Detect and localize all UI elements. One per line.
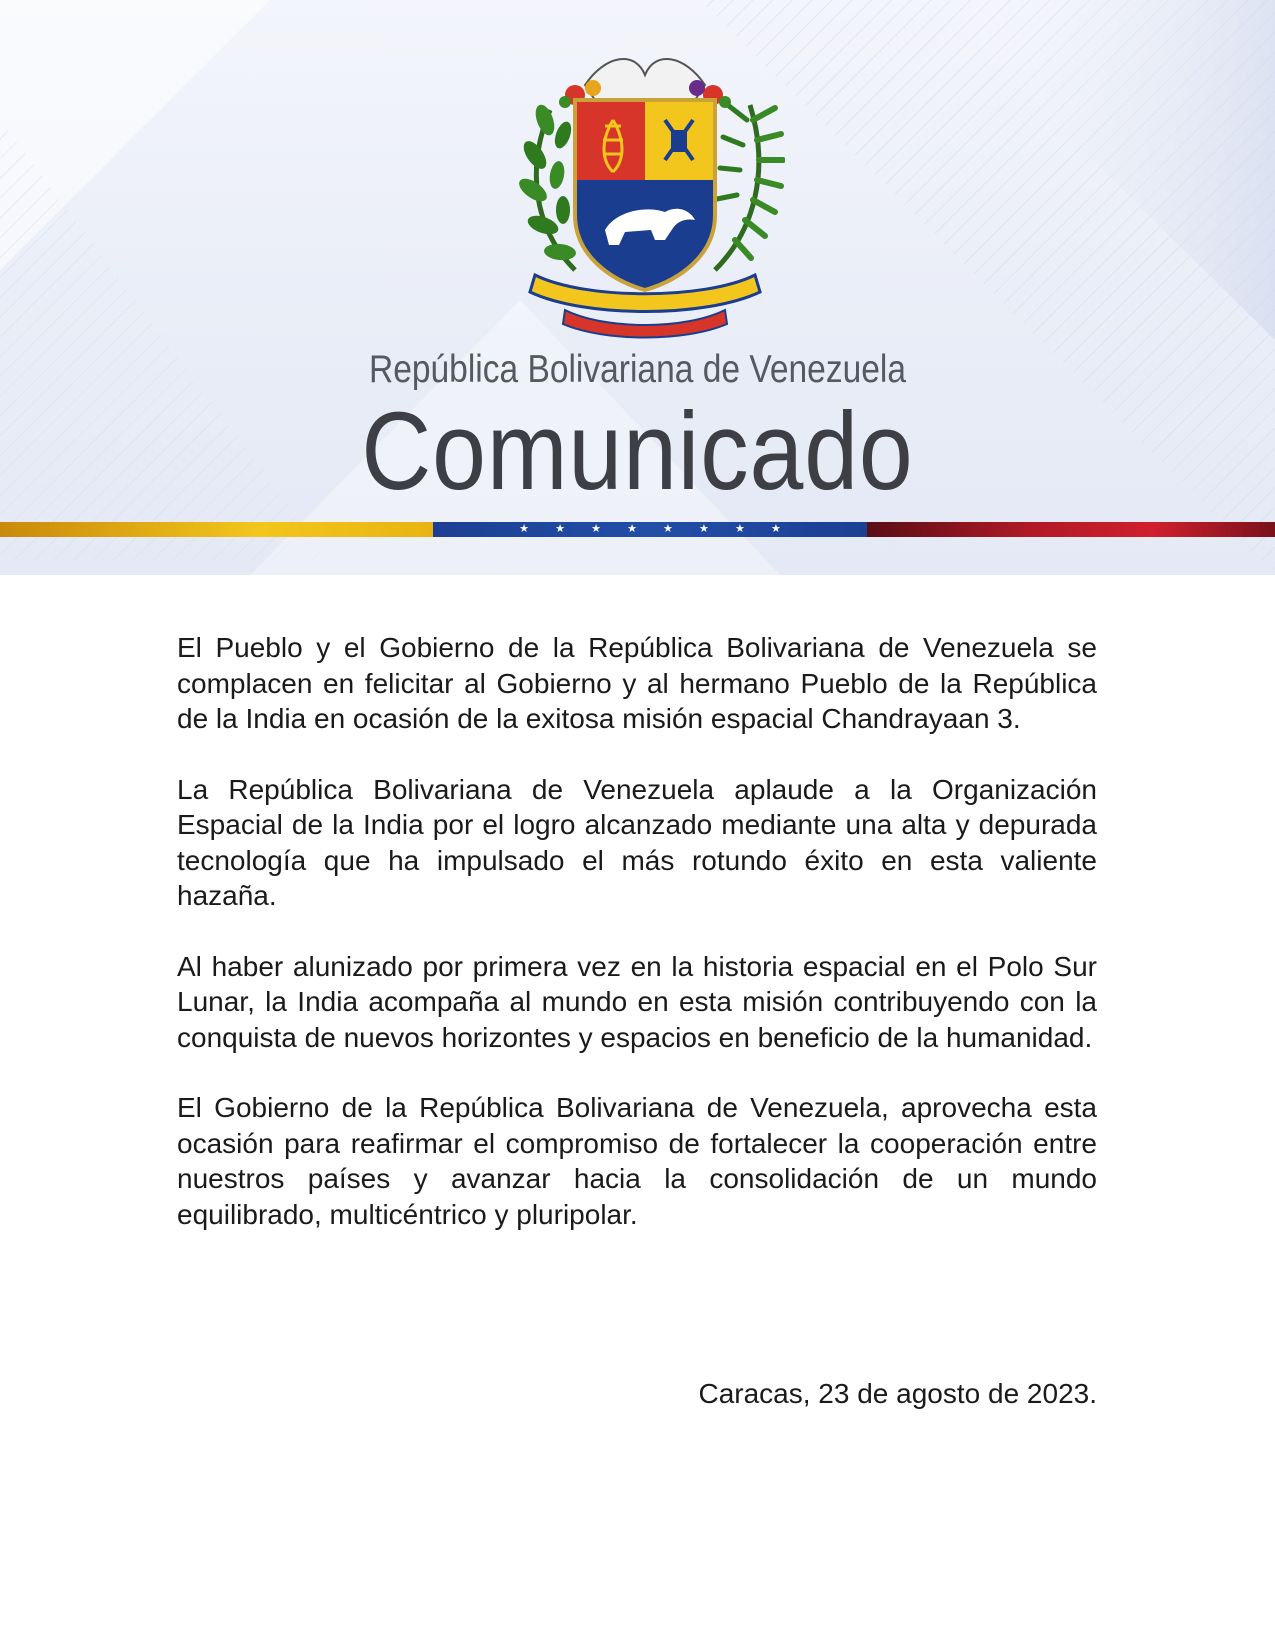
republic-name: República Bolivariana de Venezuela xyxy=(368,348,907,391)
star-icon: ★ xyxy=(627,523,637,535)
paragraph: La República Bolivariana de Venezuela aplaude a la Organización Espacial de la India por el logro alcanzado mediante una alta y depurada tecnología que ha impulsado el más rotundo éxito en esta valiente hazaña. xyxy=(177,773,1097,911)
star-icon: ★ xyxy=(555,523,565,535)
shield xyxy=(575,100,715,290)
paragraph: El Gobierno de la República Bolivariana de Venezuela, aprovecha esta ocasión para reafirmar el compromiso de fortalecer la cooperación entre nuestros países y avanzar hacia la consolidación de un mundo equilibrado, multicéntrico y pluripolar. xyxy=(177,1092,1097,1230)
document-title: Comunicado xyxy=(361,390,914,513)
flag-stripe-red xyxy=(867,522,1275,537)
flag-stars xyxy=(433,522,867,537)
star-icon: ★ xyxy=(771,523,781,535)
palm-branch-right xyxy=(715,105,783,270)
flag-stripe xyxy=(0,522,1275,537)
star-icon: ★ xyxy=(591,523,601,535)
flag-stripe-blue xyxy=(433,522,867,537)
communique-body xyxy=(177,630,1097,1267)
star-icon: ★ xyxy=(663,523,673,535)
coat-of-arms-icon xyxy=(505,40,785,340)
document-header xyxy=(0,0,1275,575)
star-icon: ★ xyxy=(519,523,529,535)
place-and-date: Caracas, 23 de agosto de 2023. xyxy=(698,1378,1097,1409)
flag-stripe-yellow xyxy=(0,522,433,537)
paragraph: Al haber alunizado por primera vez en la historia espacial en el Polo Sur Lunar, la India acompaña al mundo en esta misión contribuyendo con la conquista de nuevos horizontes y espacios en beneficio de la humanidad. xyxy=(177,950,1097,1053)
paragraph: El Pueblo y el Gobierno de la República Bolivariana de Venezuela se complacen en felicitar al Gobierno y al hermano Pueblo de la República de la India en ocasión de la exitosa misión espacial Chandrayaan 3. xyxy=(177,632,1097,734)
star-icon: ★ xyxy=(735,523,745,535)
star-icon: ★ xyxy=(699,523,709,535)
laurel-branch-left xyxy=(515,102,576,270)
